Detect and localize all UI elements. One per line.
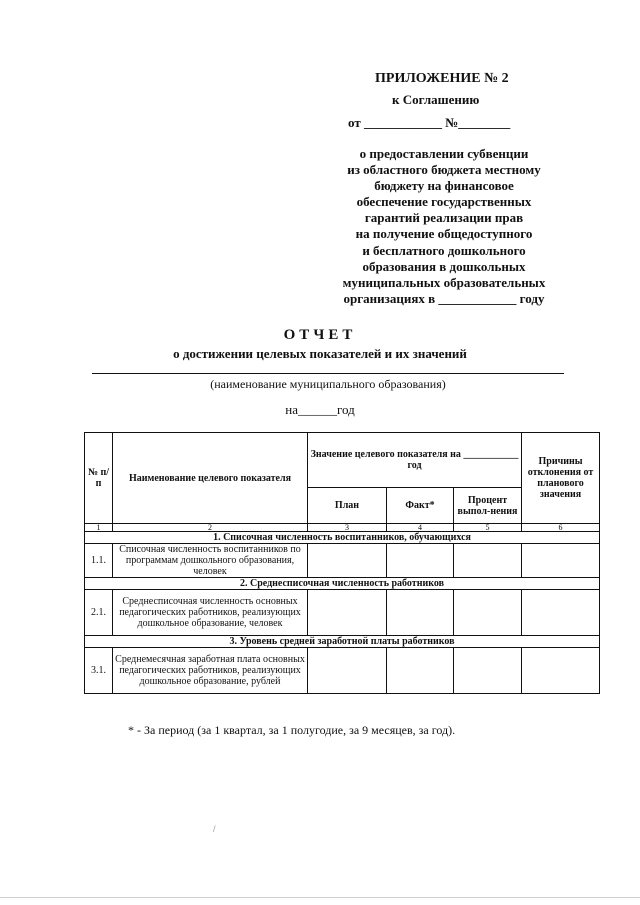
reasons-cell: [522, 590, 600, 636]
subject-line: образования в дошкольных: [362, 258, 526, 274]
section-header-row: [85, 636, 600, 648]
subject-line: и бесплатного дошкольного: [362, 242, 526, 258]
column-number: 2: [113, 524, 308, 532]
fact-cell: [387, 648, 454, 694]
subject-line: обеспечение государственных: [356, 194, 532, 210]
subject-line: гарантий реализации прав: [364, 210, 524, 226]
header-value-group: Значение целевого показателя на ___________ год: [308, 433, 522, 488]
stray-mark: /: [213, 824, 216, 834]
row-number: 2.1.: [85, 590, 113, 636]
subject-line: организациях в ____________ году: [343, 290, 545, 306]
column-number: 5: [454, 524, 522, 532]
table-row: [85, 590, 600, 636]
agreement-reference: к Соглашению: [392, 92, 480, 107]
plan-cell: [308, 590, 387, 636]
subvention-subject: [320, 146, 568, 307]
reasons-cell: [522, 544, 600, 578]
header-reasons: Причины отклонения от планового значения: [522, 433, 600, 524]
header-num: № п/п: [85, 433, 113, 524]
indicators-table: [84, 432, 600, 694]
column-number: 1: [85, 524, 113, 532]
report-title: ОТЧЕТ: [283, 327, 357, 343]
percent-cell: [454, 590, 522, 636]
subject-line: муниципальных образовательных: [342, 274, 546, 290]
column-number: 6: [522, 524, 600, 532]
header-indicator-name: Наименование целевого показателя: [113, 433, 308, 524]
scan-bottom-edge: [0, 897, 640, 898]
percent-cell: [454, 648, 522, 694]
row-number: 1.1.: [85, 544, 113, 578]
agreement-date-number: от ____________ №________: [348, 115, 511, 130]
column-number: 4: [387, 524, 454, 532]
fact-cell: [387, 544, 454, 578]
row-indicator-name: Списочная численность воспитанников по программам дошкольного образования, человек: [113, 544, 308, 578]
table-row: [85, 648, 600, 694]
column-numbers-row: [85, 524, 600, 532]
subject-line: о предоставлении субвенции: [359, 146, 529, 161]
section-header-row: [85, 578, 600, 590]
row-indicator-name: Среднемесячная заработная плата основных педагогических работников, реализующих дошкольное образование, рублей: [113, 648, 308, 694]
subject-line: бюджету на финансовое: [374, 178, 514, 194]
municipality-hint: (наименование муниципального образования): [210, 377, 446, 391]
section-title: 1. Списочная численность воспитанников, обучающихся: [85, 532, 600, 544]
row-indicator-name: Среднесписочная численность основных педагогических работников, реализующих дошкольное образование, человек: [113, 590, 308, 636]
subject-line: из областного бюджета местному: [347, 162, 541, 178]
percent-cell: [454, 544, 522, 578]
header-plan: План: [308, 488, 387, 524]
fact-cell: [387, 590, 454, 636]
plan-cell: [308, 544, 387, 578]
header-fact: Факт*: [387, 488, 454, 524]
section-header-row: [85, 532, 600, 544]
plan-cell: [308, 648, 387, 694]
section-title: 2. Среднесписочная численность работников: [85, 578, 600, 590]
table-header-row: [85, 433, 600, 488]
report-year-line: на______год: [285, 402, 355, 417]
table-row: [85, 544, 600, 578]
section-title: 3. Уровень средней заработной платы работников: [85, 636, 600, 648]
appendix-title: ПРИЛОЖЕНИЕ № 2: [375, 71, 509, 86]
column-number: 3: [308, 524, 387, 532]
report-subtitle: о достижении целевых показателей и их значений: [173, 346, 467, 361]
period-footnote: * - За период (за 1 квартал, за 1 полугодие, за 9 месяцев, за год).: [128, 723, 456, 737]
row-number: 3.1.: [85, 648, 113, 694]
reasons-cell: [522, 648, 600, 694]
subject-line: на получение общедоступного: [355, 226, 533, 242]
header-percent: Процент выпол-нения: [454, 488, 522, 524]
municipality-fill-line: [92, 373, 564, 374]
